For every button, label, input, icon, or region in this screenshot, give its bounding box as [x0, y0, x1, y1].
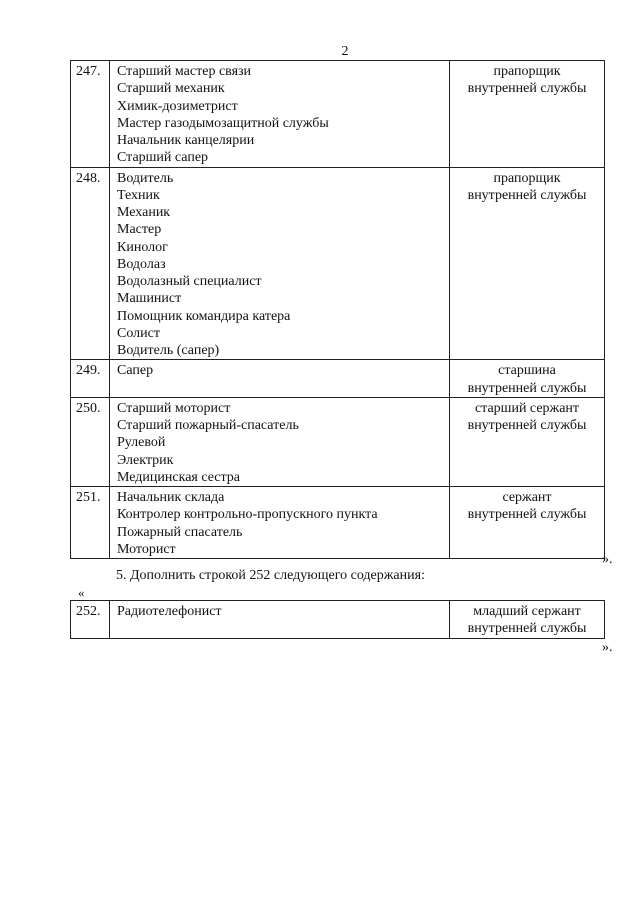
rank-cell: [450, 601, 605, 639]
position-title: Сапер: [117, 363, 154, 379]
position-cell: [110, 360, 450, 398]
position-title: Радиотелефонист: [117, 604, 222, 619]
row-number-text: 248.: [76, 170, 101, 186]
position-cell: [110, 601, 450, 639]
rank-text: внутренней службы: [467, 380, 587, 396]
position-title: Начальник канцелярии: [117, 133, 255, 148]
rank-text: внутренней службы: [467, 507, 587, 523]
table-row: [71, 360, 605, 398]
position-title: Механик: [117, 205, 171, 220]
added-row-table: [70, 600, 605, 639]
rank-text: младший сержант: [473, 604, 581, 619]
table-row: [71, 487, 605, 559]
rank-text: старший сержант: [474, 400, 580, 416]
row-number-text: 247.: [76, 64, 101, 79]
rank-cell: [450, 487, 605, 559]
position-title: Старший моторист: [117, 400, 231, 416]
position-title: Старший механик: [117, 81, 225, 97]
position-title: Контролер контрольно-пропускного пункта: [117, 507, 378, 523]
rank-cell: [450, 360, 605, 398]
position-title: Мастер газодымозащитной службы: [117, 115, 329, 131]
position-title: Моторист: [117, 541, 176, 557]
opening-quote: «: [78, 585, 85, 600]
position-title: Помощник командира катера: [117, 308, 291, 324]
row-number-text: 249.: [76, 363, 101, 379]
row-number-text: 251.: [76, 490, 101, 505]
position-title: Электрик: [117, 452, 174, 468]
rank-text: сержант: [502, 490, 552, 505]
table-row: [71, 601, 605, 639]
position-title: Рулевой: [117, 435, 166, 451]
position-title: Химик-дозиметрист: [117, 98, 238, 114]
position-cell: [110, 397, 450, 486]
position-title: Техник: [117, 187, 160, 203]
position-title: Водитель (сапер): [117, 343, 220, 358]
closing-quote: ».: [602, 552, 613, 567]
position-title: Старший пожарный-спасатель: [117, 418, 299, 433]
table-row: [71, 397, 605, 486]
rank-cell: [450, 397, 605, 486]
position-title: Пожарный спасатель: [117, 524, 243, 540]
closing-quote-2: ».: [602, 640, 613, 655]
rank-text: старшина: [498, 363, 556, 379]
rank-text: внутренней службы: [467, 621, 587, 637]
position-title: Водолазный специалист: [117, 274, 262, 289]
position-title: Старший сапер: [117, 150, 209, 166]
rank-text: внутренней службы: [467, 418, 587, 433]
positions-table: [70, 60, 605, 559]
position-title: Водолаз: [117, 256, 166, 272]
position-title: Мастер: [117, 222, 162, 238]
position-title: Машинист: [117, 291, 182, 307]
position-cell: [110, 61, 450, 168]
row-number: [71, 487, 110, 559]
rank-text: прапорщик: [493, 64, 561, 79]
page-number: 2: [341, 44, 349, 59]
rank-text: внутренней службы: [467, 187, 587, 203]
rank-cell: [450, 167, 605, 360]
position-cell: [110, 487, 450, 559]
rank-text: внутренней службы: [467, 81, 587, 97]
table-row: [71, 167, 605, 360]
position-title: Медицинская сестра: [117, 469, 241, 485]
position-title: Водитель: [117, 170, 174, 186]
position-title: Солист: [117, 325, 160, 341]
row-number: [71, 601, 110, 639]
position-cell: [110, 167, 450, 360]
row-number: [71, 360, 110, 398]
row-number: [71, 167, 110, 360]
row-number: [71, 61, 110, 168]
rank-text: прапорщик: [493, 170, 561, 186]
position-title: Кинолог: [117, 239, 168, 255]
table-row: [71, 61, 605, 168]
position-title: Начальник склада: [117, 490, 225, 505]
row-number-text: 250.: [76, 400, 101, 416]
amendment-instruction: 5. Дополнить строкой 252 следующего содержания:: [116, 568, 425, 583]
rank-cell: [450, 61, 605, 168]
position-title: Старший мастер связи: [117, 64, 252, 79]
row-number-text: 252.: [76, 604, 101, 619]
row-number: [71, 397, 110, 486]
